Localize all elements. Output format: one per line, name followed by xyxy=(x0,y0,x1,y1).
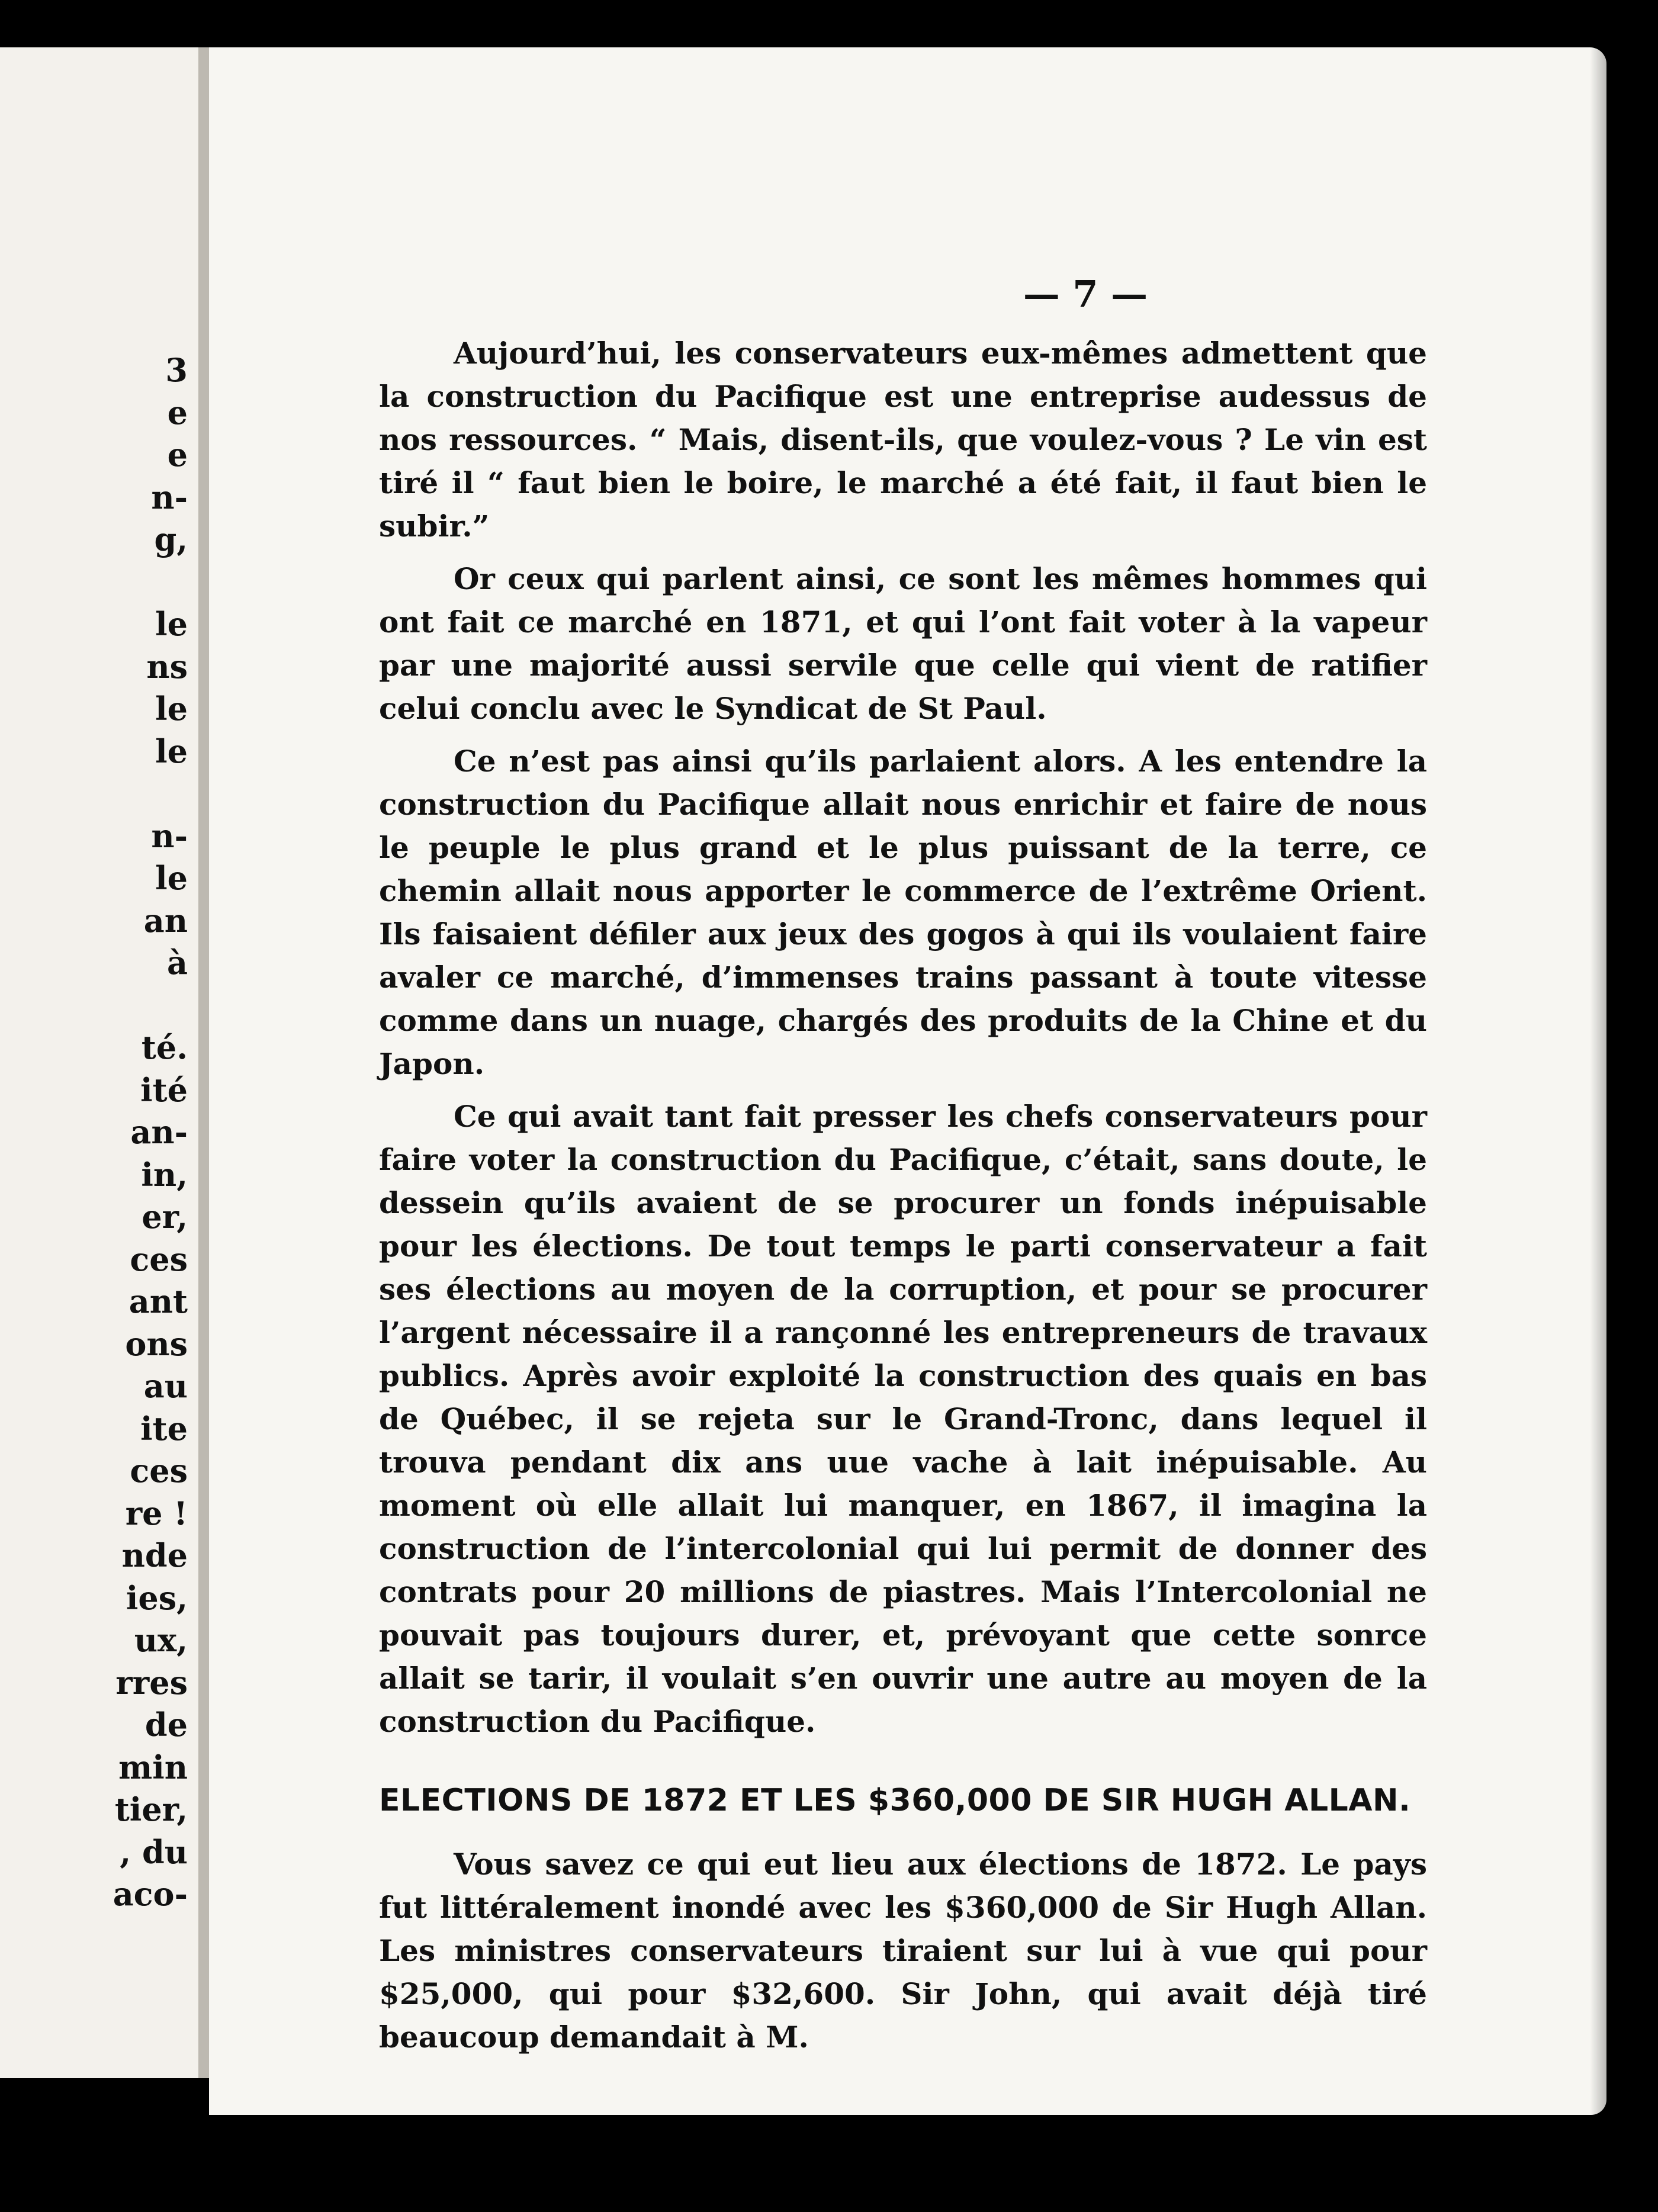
fragment-line: au xyxy=(143,1367,188,1405)
section-paragraph: Vous savez ce qui eut lieu aux élections de 1872. Le pays fut littéralement inondé avec les $360,000 de Sir Hugh Allan. Les ministres conservateurs tiraient sur lui à vue qui pour $25,000, qui pour $32,600. Sir John, qui avait déjà tiré beaucoup demandait à M. xyxy=(379,1847,1427,2055)
fragment-line: rres xyxy=(115,1663,188,1702)
paragraph-3: Ce n’est pas ainsi qu’ils parlaient alors. A les entendre la construction du Pacifique allait nous enrichir et faire de nous le peuple le plus grand et le plus puissant de la terre, ce chemin allait nous apporter le commerce de l’extrême Orient. Ils faisaient défiler aux jeux des gogos à qui ils voulaient faire avaler ce marché, d’immenses trains passant à toute vitesse comme dans un nuage, chargés des produits de la Chine et du Japon. xyxy=(379,744,1427,1081)
fragment-line: de xyxy=(144,1706,188,1744)
fragment-line: e xyxy=(167,436,188,474)
fragment-line: aco- xyxy=(113,1875,188,1913)
section-heading: ELECTIONS DE 1872 ET LES $360,000 DE SIR HUGH ALLAN. xyxy=(379,1783,1411,1818)
fragment-line: g, xyxy=(154,520,188,558)
current-page xyxy=(209,47,1606,2115)
paragraph-2: Or ceux qui parlent ainsi, ce sont les mêmes hommes qui ont fait ce marché en 1871, et qui l’ont fait voter à la vapeur par une majorité aussi servile que celle qui vient de ratifier celui conclu avec le Syndicat de St Paul. xyxy=(379,561,1427,726)
fragment-line: er, xyxy=(142,1198,188,1236)
page-edge-shadow xyxy=(1590,47,1606,2115)
paragraph-4: Ce qui avait tant fait presser les chefs conservateurs pour faire voter la construction du Pacifique, c’était, sans doute, le dessein qu’ils avaient de se procurer un fonds inépuisable pour les élections. De tout temps le parti conservateur a fait ses élections au moyen de la corruption, et pour se procurer l’argent nécessaire il a rançonné les entrepreneurs de travaux publics. Après avoir exploité la construction des quais en bas de Québec, il se rejeta sur le Grand-Tronc, dans lequel il trouva pendant dix ans uue vache à lait inépuisable. Au moment où elle allait lui manquer, en 1867, il imagina la construction de l’intercolonial qui lui permit de donner des contrats pour 20 millions de piastres. Mais l’Intercolonial ne pouvait pas toujours durer, et, prévoyant que cette sonrce allait se tarir, il voulait s’en ouvrir une autre au moyen de la construction du Pacifique. xyxy=(379,1099,1427,1739)
fragment-line: ite xyxy=(140,1409,188,1448)
book-binding-gutter xyxy=(198,47,209,2078)
paragraph-1: Aujourd’hui, les conservateurs eux-mêmes admettent que la construction du Pacifique est une entreprise audessus de nos ressources. “ Mais, disent-ils, que voulez-vous ? Le vin est tiré il “ faut bien le boire, le marché a été fait, il faut bien le subir.” xyxy=(379,336,1427,544)
previous-page-edge xyxy=(0,47,198,2078)
fragment-line: ant xyxy=(128,1282,188,1320)
page-number: — 7 — xyxy=(1023,272,1148,316)
fragment-line: ces xyxy=(130,1240,188,1278)
fragment-line: min xyxy=(118,1748,188,1786)
fragment-line: ons xyxy=(125,1324,188,1363)
fragment-line: ité xyxy=(140,1070,188,1109)
fragment-line: le xyxy=(155,605,188,643)
fragment-line: nde xyxy=(121,1536,188,1574)
fragment-line: ces xyxy=(130,1452,188,1490)
fragment-line: n- xyxy=(151,478,188,516)
fragment-line: té. xyxy=(141,1028,188,1066)
fragment-line: ns xyxy=(146,647,188,686)
fragment-line: tier, xyxy=(114,1790,188,1828)
fragment-line xyxy=(0,773,198,815)
fragment-line: an- xyxy=(130,1113,188,1151)
page-text-body xyxy=(379,332,1427,2068)
fragment-line: le xyxy=(155,859,188,897)
fragment-line: in, xyxy=(141,1155,188,1194)
previous-page-text-fragments xyxy=(0,349,198,1916)
fragment-line: e xyxy=(167,393,188,432)
fragment-line: à xyxy=(167,944,188,982)
fragment-line: ux, xyxy=(134,1621,188,1659)
fragment-line xyxy=(0,985,198,1027)
fragment-line: an xyxy=(143,901,188,940)
fragment-line: n- xyxy=(151,816,188,855)
fragment-line: le xyxy=(155,732,188,770)
fragment-line: le xyxy=(155,690,188,728)
fragment-line: 3 xyxy=(165,351,188,389)
fragment-line: , du xyxy=(120,1832,188,1871)
fragment-line: re ! xyxy=(125,1494,188,1532)
fragment-line: ies, xyxy=(126,1578,188,1617)
fragment-line xyxy=(0,561,198,604)
